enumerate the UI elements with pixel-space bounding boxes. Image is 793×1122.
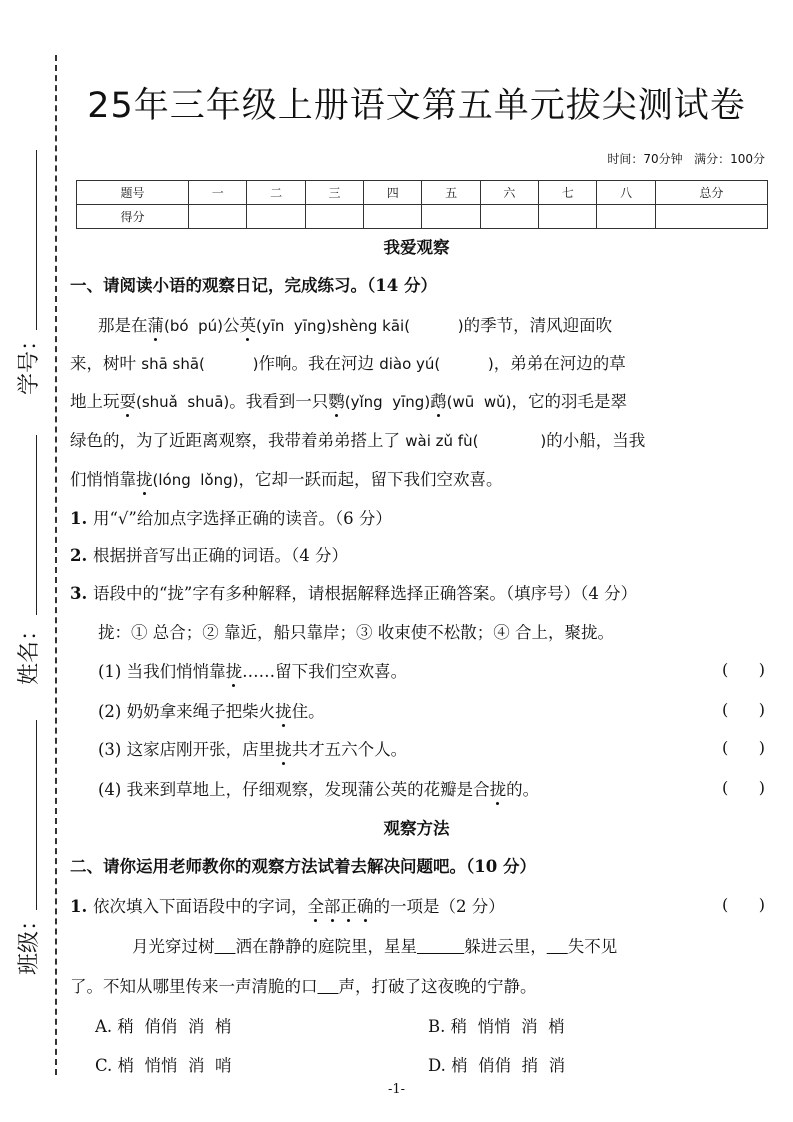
text-segment: 声，打破了这夜晚的宁静。 [338,977,537,996]
emphasized-char: 蒲 [147,316,164,335]
emphasized-char: 拢 [136,470,153,489]
text-segment: 根据拼音写出正确的词语。（4 分） [92,546,348,565]
text-segment: ……留下我们空欢喜。 [242,662,408,681]
text-segment: 。我看到一只 [229,392,329,411]
text-segment: 月光穿过树 [132,937,215,956]
question-heading [70,855,768,879]
answer-parentheses[interactable]: ( ) [722,738,765,757]
text-line [70,582,768,606]
text-segment: 用“√”给加点字选择正确的读音。（6 分） [92,509,392,528]
class-blank[interactable] [36,720,37,910]
text-line [70,314,768,338]
class-label: 班级： [17,908,42,975]
page-title: 25年三年级上册语文第五单元拔尖测试卷 [87,86,746,126]
text-segment: 作响。我在河边 [258,354,380,373]
text-segment: ，它却一跃而起，留下我们空欢喜。 [238,470,503,489]
score-header-cell: 二 [247,181,305,205]
text-segment: 2. [70,546,93,565]
score-header-cell: 七 [539,181,597,205]
emphasized-char: 部 [323,897,341,916]
pinyin-text: diào yú( ) [379,355,494,373]
text-segment: (4) 我来到草地上，仔细观察，发现蒲公英的花瓣是合 [98,780,490,799]
text-segment: 们悄悄靠 [70,470,136,489]
text-line [70,468,768,492]
text-line [70,544,768,568]
score-input-cell[interactable] [539,205,597,229]
text-segment: 观察方法 [383,819,450,838]
text-segment: 1. [70,897,93,916]
text-segment: 失不见 [567,937,618,956]
score-header-cell: 三 [305,181,363,205]
fill-blank[interactable] [318,977,339,996]
score-input-cell[interactable] [189,205,247,229]
emphasized-char: 确 [356,897,374,916]
choice-option[interactable]: D. 梢 俏俏 捎 消 [428,1056,566,1075]
answer-parentheses[interactable]: ( ) [722,700,765,719]
emphasized-char: 鹉 [430,392,447,411]
text-line [70,935,768,959]
emphasized-char: 鹦 [328,392,345,411]
section-heading [40,817,793,841]
emphasized-char: 正 [340,897,357,916]
text-segment: 语段中的“拢”字有多种解释，请根据解释选择正确答案。（填序号）（4 分） [92,584,638,603]
text-line [70,507,768,531]
text-segment: 共才五六个人。 [291,740,408,759]
text-segment: 了。不知从哪里传来一声清脆的口 [70,977,318,996]
text-segment: 住。 [291,702,325,721]
exam-meta: 时间：70分钟 满分：100分 [607,152,765,166]
text-line [70,738,768,762]
text-segment: 1. [70,509,93,528]
score-header-row [77,181,768,205]
text-segment: 公 [222,316,240,335]
text-segment: ，弟弟在河边的草 [493,354,626,373]
text-line [70,895,768,919]
fill-blank[interactable] [215,937,236,956]
pinyin-text: shā shā( ) [141,355,259,373]
text-segment: 那是在 [98,316,148,335]
answer-parentheses[interactable]: ( ) [722,778,765,797]
student-id-blank[interactable] [36,150,37,330]
pinyin-text: wài zǔ fù( ) [405,432,547,450]
score-header-cell: 八 [597,181,655,205]
text-line [70,621,768,645]
text-segment: 拢：① 总合；② 靠近，船只靠岸；③ 收束使不松散；④ 合上，聚拢。 [98,623,614,642]
score-input-cell[interactable] [480,205,538,229]
binding-dashed-line [55,55,57,1075]
text-segment: (3) 这家店刚开张，店里 [98,740,276,759]
pinyin-text: (bó pú) [164,317,223,335]
score-header-cell: 六 [480,181,538,205]
answer-parentheses[interactable]: ( ) [722,895,765,914]
score-input-cell[interactable] [655,205,767,229]
score-header-cell: 五 [422,181,480,205]
text-line [70,700,768,724]
text-segment: 我爱观察 [383,238,450,257]
emphasized-char: 拢 [489,780,507,799]
score-header-cell: 一 [189,181,247,205]
text-segment: 二、请你运用老师教你的观察方法试着去解决问题吧。（10 分） [70,857,536,876]
emphasized-char: 耍 [119,392,136,411]
score-input-cell[interactable] [597,205,655,229]
text-line [70,660,768,684]
text-segment: (2) 奶奶拿来绳子把柴火 [98,702,276,721]
emphasized-char: 拢 [275,740,292,759]
student-id-label: 学号： [17,328,42,395]
text-line [70,352,768,376]
text-line [70,429,768,453]
section-heading [40,236,793,260]
text-segment: 3. [70,584,93,603]
answer-parentheses[interactable]: ( ) [722,660,765,679]
text-segment: 的小船，当我 [546,431,646,450]
text-segment: 的。 [506,780,540,799]
pinyin-text: (yīn yīng)shèng kāi( ) [255,317,464,335]
text-segment: 的季节，清风迎面吹 [463,316,613,335]
pinyin-text: (shuǎ shuā) [136,393,230,411]
text-segment: 躲进云里， [464,937,547,956]
name-label: 姓名： [17,618,42,685]
page-number: -1- [387,1082,406,1097]
text-segment: (1) 当我们悄悄靠 [98,662,226,681]
text-line [70,778,768,802]
question-heading [70,274,768,298]
score-header-cell: 题号 [77,181,189,205]
score-label-cell: 得分 [77,205,189,229]
text-segment: 洒在静静的庭院里，星星 [235,937,417,956]
score-header-cell: 总分 [655,181,767,205]
text-segment: 绿色的，为了近距离观察，我带着弟弟搭上了 [70,431,406,450]
emphasized-char: 全 [307,897,324,916]
choice-option[interactable]: C. 梢 悄悄 消 哨 [95,1056,232,1075]
text-line [70,390,768,414]
text-segment: ，它的羽毛是翠 [511,392,627,411]
text-line [70,975,768,999]
score-input-cell[interactable] [364,205,422,229]
pinyin-text: (yǐng yīng) [344,393,431,411]
text-segment: 一、请阅读小语的观察日记，完成练习。（14 分） [70,276,437,295]
text-segment: 来，树叶 [70,354,142,373]
score-table [76,180,768,229]
score-input-cell[interactable] [422,205,480,229]
emphasized-char: 拢 [225,662,243,681]
pinyin-text: (wū wǔ) [446,393,512,411]
text-segment: 的一项是（2 分） [373,897,505,916]
emphasized-char: 拢 [275,702,292,721]
emphasized-char: 英 [239,316,256,335]
pinyin-text: (lóng lǒng) [152,471,239,489]
name-blank[interactable] [36,435,37,615]
text-segment: 依次填入下面语段中的字词， [92,897,308,916]
score-input-cell[interactable] [247,205,305,229]
choice-option[interactable]: A. 稍 俏俏 消 梢 [95,1017,232,1036]
score-input-cell[interactable] [305,205,363,229]
text-segment: 地上玩 [70,392,120,411]
fill-blank[interactable] [547,937,568,956]
score-header-cell: 四 [364,181,422,205]
choice-option[interactable]: B. 稍 悄悄 消 梢 [428,1017,565,1036]
score-row [77,205,768,229]
fill-blank[interactable] [417,937,464,956]
